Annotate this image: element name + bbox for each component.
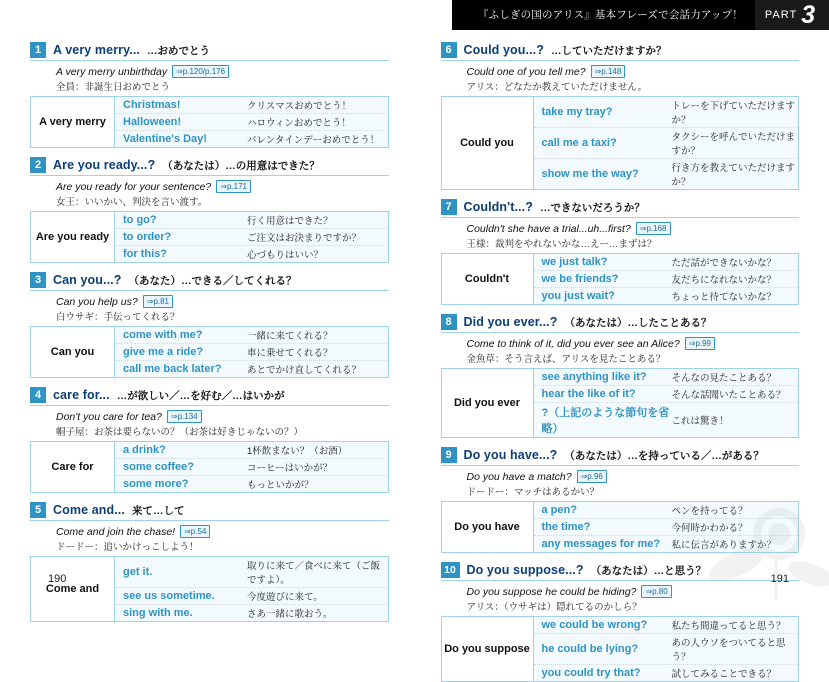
pattern-stem: Couldn't (442, 254, 534, 304)
table-row (115, 327, 388, 343)
row-en: show me the way? (542, 168, 672, 180)
entry-header (30, 42, 389, 61)
table-row (115, 343, 388, 360)
table-row (115, 604, 388, 621)
row-en: we just talk? (542, 256, 672, 268)
table-row (534, 127, 799, 158)
entry-number: 5 (30, 502, 46, 518)
entry-title-ja: （あなたは）…したことある？ (565, 315, 712, 330)
pattern-rows (534, 97, 799, 189)
entry-title-en: Couldn't...? (464, 200, 533, 214)
example-en-text: Can you help us? (56, 296, 138, 308)
right-page-column (415, 0, 829, 599)
entry-example (441, 333, 800, 368)
row-en: the time? (542, 521, 672, 533)
table-row (115, 475, 388, 492)
example-en-text: Do you have a match? (467, 471, 572, 483)
row-ja: 私たち間違ってると思う？ (672, 618, 786, 632)
row-ja: 今何時かわかる？ (672, 520, 748, 534)
entry-title-ja: （あなたは）…と思う？ (591, 563, 707, 578)
row-en: see us sometime. (123, 590, 247, 602)
pattern-table (441, 253, 800, 305)
entry-number: 9 (441, 447, 457, 463)
row-ja: クリスマスおめでとう！ (247, 98, 351, 112)
phrase-entry (30, 502, 389, 622)
page-reference-badge[interactable]: ⇒p.120/p.176 (172, 65, 229, 78)
pattern-rows (115, 442, 388, 492)
row-en: for this? (123, 248, 247, 260)
example-en-text: Don't you care for tea? (56, 411, 162, 423)
example-en-line (56, 295, 389, 308)
example-en-line (467, 337, 800, 350)
entry-example (30, 406, 389, 441)
entry-example (30, 61, 389, 96)
entry-example (441, 466, 800, 501)
entry-example (30, 521, 389, 556)
page-reference-badge[interactable]: ⇒p.168 (636, 222, 671, 235)
example-en-text: Couldn't she have a trial...uh...first? (467, 223, 631, 235)
table-row (115, 212, 388, 228)
entry-title-en: Can you...? (53, 273, 121, 287)
page-reference-badge[interactable]: ⇒p.54 (180, 525, 210, 538)
table-row (534, 158, 799, 189)
table-row (534, 518, 799, 535)
example-en-line (56, 525, 389, 538)
row-ja: もっといかが？ (247, 477, 314, 491)
row-en: to go? (123, 214, 247, 226)
entry-number: 1 (30, 42, 46, 58)
entry-header (441, 447, 800, 466)
table-row (534, 369, 799, 385)
entry-example (30, 176, 389, 211)
table-row (115, 130, 388, 147)
example-en-line (56, 180, 389, 193)
example-ja-text: 王様：裁判をやれないかな…えー…まずは？ (467, 236, 800, 250)
entry-title-en: Do you have...? (464, 448, 558, 462)
row-ja: 行く用意はできた？ (247, 213, 333, 227)
row-en: give me a ride? (123, 346, 247, 358)
entry-title-ja: （あなたは）…の用意はできた？ (162, 158, 320, 173)
row-ja: そんなの見たことある？ (672, 370, 777, 384)
page-reference-badge[interactable]: ⇒p.99 (685, 337, 715, 350)
table-row (534, 535, 799, 552)
row-ja: ペンを持ってる？ (672, 503, 748, 517)
table-row (115, 360, 388, 377)
row-ja: 試してみることできる？ (672, 666, 777, 680)
pattern-table (30, 211, 389, 263)
row-en: Halloween! (123, 116, 247, 128)
phrase-entry (441, 314, 800, 438)
entry-header (30, 387, 389, 406)
entry-header (441, 42, 800, 61)
row-en: see anything like it? (542, 371, 672, 383)
entry-number: 7 (441, 199, 457, 215)
row-en: a drink? (123, 444, 247, 456)
entry-title-ja: （あなたは）…を持っている／…がある？ (564, 448, 764, 463)
page-header (452, 0, 829, 30)
row-ja: バレンタインデーおめでとう！ (247, 132, 379, 146)
page-reference-badge[interactable]: ⇒p.80 (641, 585, 671, 598)
page-reference-badge[interactable]: ⇒p.96 (577, 470, 607, 483)
pattern-stem: A very merry (31, 97, 115, 147)
row-ja: 取りに来て／食べに来て（ご飯ですよ）。 (247, 558, 388, 586)
row-en: Christmas! (123, 99, 247, 111)
row-en: Valentine's Day! (123, 133, 247, 145)
phrase-entry (30, 42, 389, 148)
row-en: you just wait? (542, 290, 672, 302)
example-ja-text: 白ウサギ：手伝ってくれる？ (56, 309, 389, 323)
entry-title-en: A very merry... (53, 43, 140, 57)
row-ja: ただ話ができないかな？ (672, 255, 777, 269)
pattern-table (30, 441, 389, 493)
pattern-stem: Did you ever (442, 369, 534, 437)
entry-number: 3 (30, 272, 46, 288)
example-en-text: Come to think of it, did you ever see an Alice? (467, 338, 680, 350)
entry-title-en: Are you ready...? (53, 158, 155, 172)
example-en-text: Do you suppose he could be hiding? (467, 586, 637, 598)
pattern-stem: Do you have (442, 502, 534, 552)
pattern-rows (534, 254, 799, 304)
entry-header (441, 562, 800, 581)
entry-example (441, 218, 800, 253)
pattern-rows (534, 369, 799, 437)
pattern-stem: Come and (31, 557, 115, 621)
pattern-table (30, 326, 389, 378)
row-en: we be friends? (542, 273, 672, 285)
table-row (115, 245, 388, 262)
entry-example (441, 61, 800, 96)
pattern-rows (534, 617, 799, 681)
entry-header (441, 199, 800, 218)
example-ja-text: 帽子屋：お茶は要らないの？（お茶は好きじゃないの？） (56, 424, 389, 438)
entry-number: 4 (30, 387, 46, 403)
row-ja: そんな話聞いたことある？ (672, 387, 786, 401)
entry-title-en: Did you ever...? (464, 315, 558, 329)
example-en-text: A very merry unbirthday (56, 66, 167, 78)
phrase-entry (441, 447, 800, 553)
entry-header (30, 272, 389, 291)
table-row (534, 402, 799, 437)
example-ja-text: 金魚草：そう言えば、アリスを見たことある？ (467, 351, 800, 365)
page-number-right: 191 (771, 573, 789, 585)
phrase-entry (441, 42, 800, 190)
example-en-text: Are you ready for your sentence? (56, 181, 211, 193)
phrase-entry (30, 387, 389, 493)
row-ja: ご注文はお決まりですか？ (247, 230, 361, 244)
row-ja: ハロウィンおめでとう！ (247, 115, 351, 129)
row-en: some more? (123, 478, 247, 490)
table-row (534, 617, 799, 633)
row-ja: コーヒーはいかが？ (247, 460, 332, 474)
entry-title-ja: （あなた）…できる／してくれる？ (128, 273, 296, 288)
phrase-entry (441, 199, 800, 305)
table-row (534, 664, 799, 681)
pattern-stem: Could you (442, 97, 534, 189)
table-row (534, 270, 799, 287)
entry-number: 2 (30, 157, 46, 173)
example-ja-text: アリス：（ウサギは）隠れてるのかしら？ (467, 599, 800, 613)
row-ja: 一緒に来てくれる？ (247, 328, 333, 342)
pattern-stem: Do you suppose (442, 617, 534, 681)
pattern-rows (534, 502, 799, 552)
entry-header (30, 502, 389, 521)
row-en: call me a taxi? (542, 137, 672, 149)
row-en: get it. (123, 566, 247, 578)
row-en: we could be wrong? (542, 619, 672, 631)
pattern-table (441, 368, 800, 438)
example-en-line (467, 65, 800, 78)
row-en: ?（上記のような節句を省略） (542, 404, 672, 436)
row-ja: これは驚き！ (672, 413, 729, 427)
example-en-line (467, 222, 800, 235)
pattern-stem: Are you ready (31, 212, 115, 262)
row-ja: トレーを下げていただけますか？ (672, 98, 799, 126)
row-en: some coffee? (123, 461, 247, 473)
table-row (534, 633, 799, 664)
pattern-stem: Care for (31, 442, 115, 492)
table-row (534, 254, 799, 270)
example-en-line (56, 410, 389, 423)
row-ja: 今度遊びに来て。 (247, 589, 323, 603)
pattern-rows (115, 212, 388, 262)
row-ja: あの人ウソをついてると思う？ (672, 635, 799, 663)
example-en-line (56, 65, 389, 78)
example-ja-text: ドードー：マッチはあるかい？ (467, 484, 800, 498)
page-reference-badge[interactable]: ⇒p.171 (216, 180, 251, 193)
pattern-stem: Can you (31, 327, 115, 377)
table-row (115, 442, 388, 458)
pattern-table (441, 96, 800, 190)
entry-title-en: Could you...? (464, 43, 544, 57)
entry-example (30, 291, 389, 326)
pattern-rows (115, 557, 388, 621)
entry-title-ja: …できないだろうか？ (540, 200, 645, 215)
pattern-table (441, 616, 800, 682)
example-en-text: Come and join the chase! (56, 526, 175, 538)
pattern-rows (115, 97, 388, 147)
row-ja: 友だちになれないかな？ (672, 272, 777, 286)
entry-number: 10 (441, 562, 460, 578)
example-ja-text: ドードー：追いかけっこしよう！ (56, 539, 389, 553)
table-row (115, 97, 388, 113)
table-row (534, 97, 799, 127)
entry-title-en: care for... (53, 388, 110, 402)
pattern-table (30, 556, 389, 622)
entry-title-ja: 来て…して (132, 503, 185, 518)
phrase-entry (441, 562, 800, 682)
row-en: take my tray? (542, 106, 672, 118)
table-row (534, 502, 799, 518)
entry-header (441, 314, 800, 333)
header-caption: 『ふしぎの国のアリス』基本フレーズで会話力アップ！ (452, 0, 755, 30)
example-ja-text: 全員：非誕生日おめでとう (56, 79, 389, 93)
phrase-entry (30, 272, 389, 378)
row-en: come with me? (123, 329, 247, 341)
entry-header (30, 157, 389, 176)
pattern-table (30, 96, 389, 148)
entry-title-ja: …が欲しい／…を好む／…はいかが (117, 388, 285, 403)
page-number-left: 190 (48, 573, 66, 585)
row-ja: タクシーを呼んでいただけますか？ (672, 129, 799, 157)
entry-title-en: Come and... (53, 503, 125, 517)
row-en: to order? (123, 231, 247, 243)
part-badge (755, 0, 829, 30)
pattern-rows (115, 327, 388, 377)
table-row (115, 458, 388, 475)
entry-title-ja: …していただけますか？ (551, 43, 667, 58)
example-en-line (467, 470, 800, 483)
table-row (115, 113, 388, 130)
row-ja: さあ一緒に歌おう。 (247, 606, 333, 620)
row-en: he could be lying? (542, 643, 672, 655)
page-reference-badge[interactable]: ⇒p.134 (167, 410, 202, 423)
row-ja: 私に伝言がありますか？ (672, 537, 777, 551)
example-ja-text: 女王：いいかい、判決を言い渡す。 (56, 194, 389, 208)
row-en: call me back later? (123, 363, 247, 375)
page-reference-badge[interactable]: ⇒p.148 (591, 65, 626, 78)
example-en-text: Could one of you tell me? (467, 66, 586, 78)
entry-number: 8 (441, 314, 457, 330)
row-ja: 1杯飲まない？（お酒） (247, 443, 347, 457)
entry-number: 6 (441, 42, 457, 58)
row-ja: 心づもりはいい？ (247, 247, 323, 261)
entry-title-en: Do you suppose...? (467, 563, 584, 577)
row-ja: ちょっと待てないかな？ (672, 289, 777, 303)
row-en: any messages for me? (542, 538, 672, 550)
pattern-table (441, 501, 800, 553)
phrase-entry (30, 157, 389, 263)
part-label: PART (765, 9, 797, 21)
row-ja: 車に乗せてくれる？ (247, 345, 333, 359)
row-en: hear the like of it? (542, 388, 672, 400)
page-reference-badge[interactable]: ⇒p.81 (143, 295, 173, 308)
part-number: 3 (801, 3, 815, 28)
entry-title-ja: …おめでとう (147, 43, 210, 58)
row-ja: あとでかけ直してくれる？ (247, 362, 361, 376)
table-row (115, 557, 388, 587)
table-row (115, 587, 388, 604)
example-ja-text: アリス：どなたか教えていただけません。 (467, 79, 800, 93)
left-page-column (0, 0, 415, 599)
table-row (534, 385, 799, 402)
table-row (115, 228, 388, 245)
row-en: a pen? (542, 504, 672, 516)
row-ja: 行き方を教えていただけますか？ (672, 160, 799, 188)
example-en-line (467, 585, 800, 598)
row-en: you could try that? (542, 667, 672, 679)
table-row (534, 287, 799, 304)
row-en: sing with me. (123, 607, 247, 619)
